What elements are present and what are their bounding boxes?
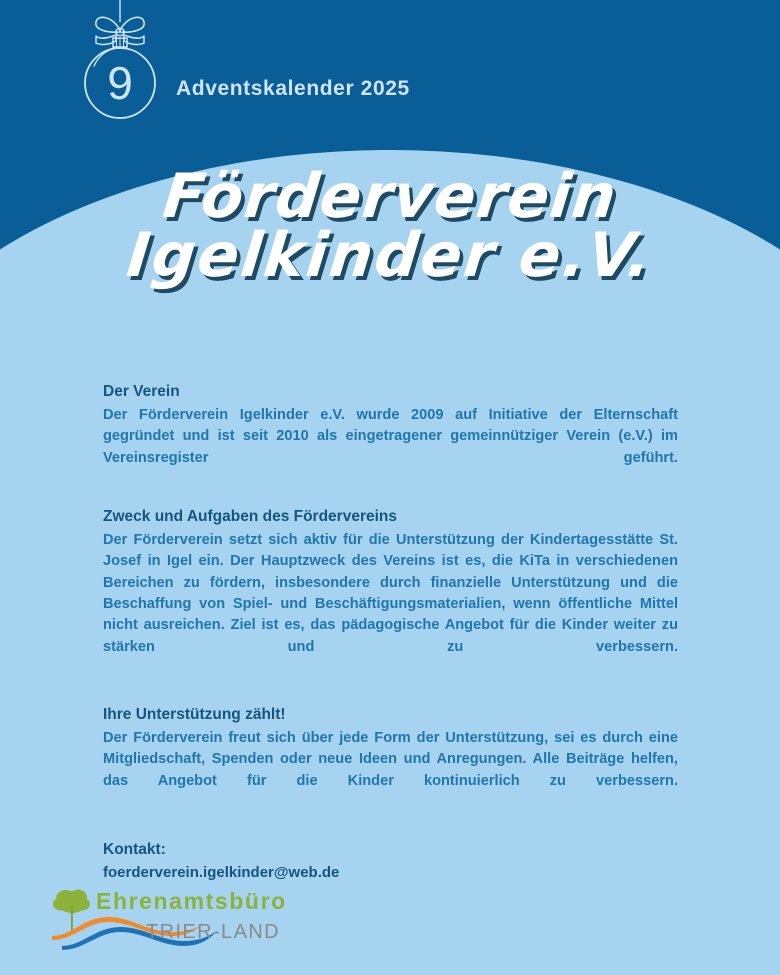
- section-body: Der Förderverein setzt sich aktiv für die Unterstützung der Kindertagesstätte St. Josef in Igel ein. Der Hauptzweck des Vereins ist es, die KiTa in verschiedenen Bereichen zu fördern, insbesondere durch finanzielle Unterstützung und die Beschaffung von Spiel- und Beschäftigungsmaterialien, wenn öffentliche Mittel nicht ausreichen. Ziel ist es, das pädagogische Angebot für die Kinder weiter zu stärken und zu verbessern.: [103, 532, 678, 655]
- poster-title-line-1: Förderverein: [159, 161, 621, 232]
- logo-line-2: TRIER-LAND: [146, 921, 281, 943]
- header-title: Adventskalender 2025: [176, 77, 410, 100]
- section-heading: Zweck und Aufgaben des Fördervereins: [103, 508, 397, 526]
- ornament-day-number: 9: [107, 57, 133, 109]
- section-kontakt: [103, 839, 678, 883]
- section-heading: Ihre Unterstützung zählt!: [103, 706, 286, 724]
- section-body: Der Förderverein freut sich über jede Form der Unterstützung, sei es durch eine Mitgliedschaft, Spenden oder neue Ideen und Anregungen. Alle Beiträge helfen, das Angebot für die Kinder kontinuierlich zu verbessern.: [103, 730, 678, 789]
- logo-line-1: Ehrenamtsbüro: [96, 888, 287, 914]
- content-spacer: [103, 696, 678, 705]
- ehrenamtsbuero-logo: [44, 884, 304, 958]
- section-zweck-und-aufgaben: [103, 507, 678, 679]
- section-body: Der Förderverein Igelkinder e.V. wurde 2009 auf Initiative der Elternschaft gegründet und ist seit 2010 als eingetragener gemeinnütziger Verein (e.V.) im Vereinsregister geführt.: [103, 406, 678, 466]
- contact-heading: Kontakt:: [103, 841, 166, 859]
- contact-email[interactable]: foerderverein.igelkinder@web.de: [103, 863, 340, 881]
- poster-title-line-2: Igelkinder e.V.: [123, 219, 657, 291]
- poster-content: [103, 382, 678, 883]
- christmas-ornament-icon: [70, 0, 170, 140]
- content-spacer: [103, 830, 678, 839]
- poster-header: [0, 0, 780, 150]
- section-ihre-unterstuetzung: [103, 705, 678, 813]
- section-der-verein: [103, 382, 678, 490]
- section-heading: Der Verein: [103, 383, 180, 400]
